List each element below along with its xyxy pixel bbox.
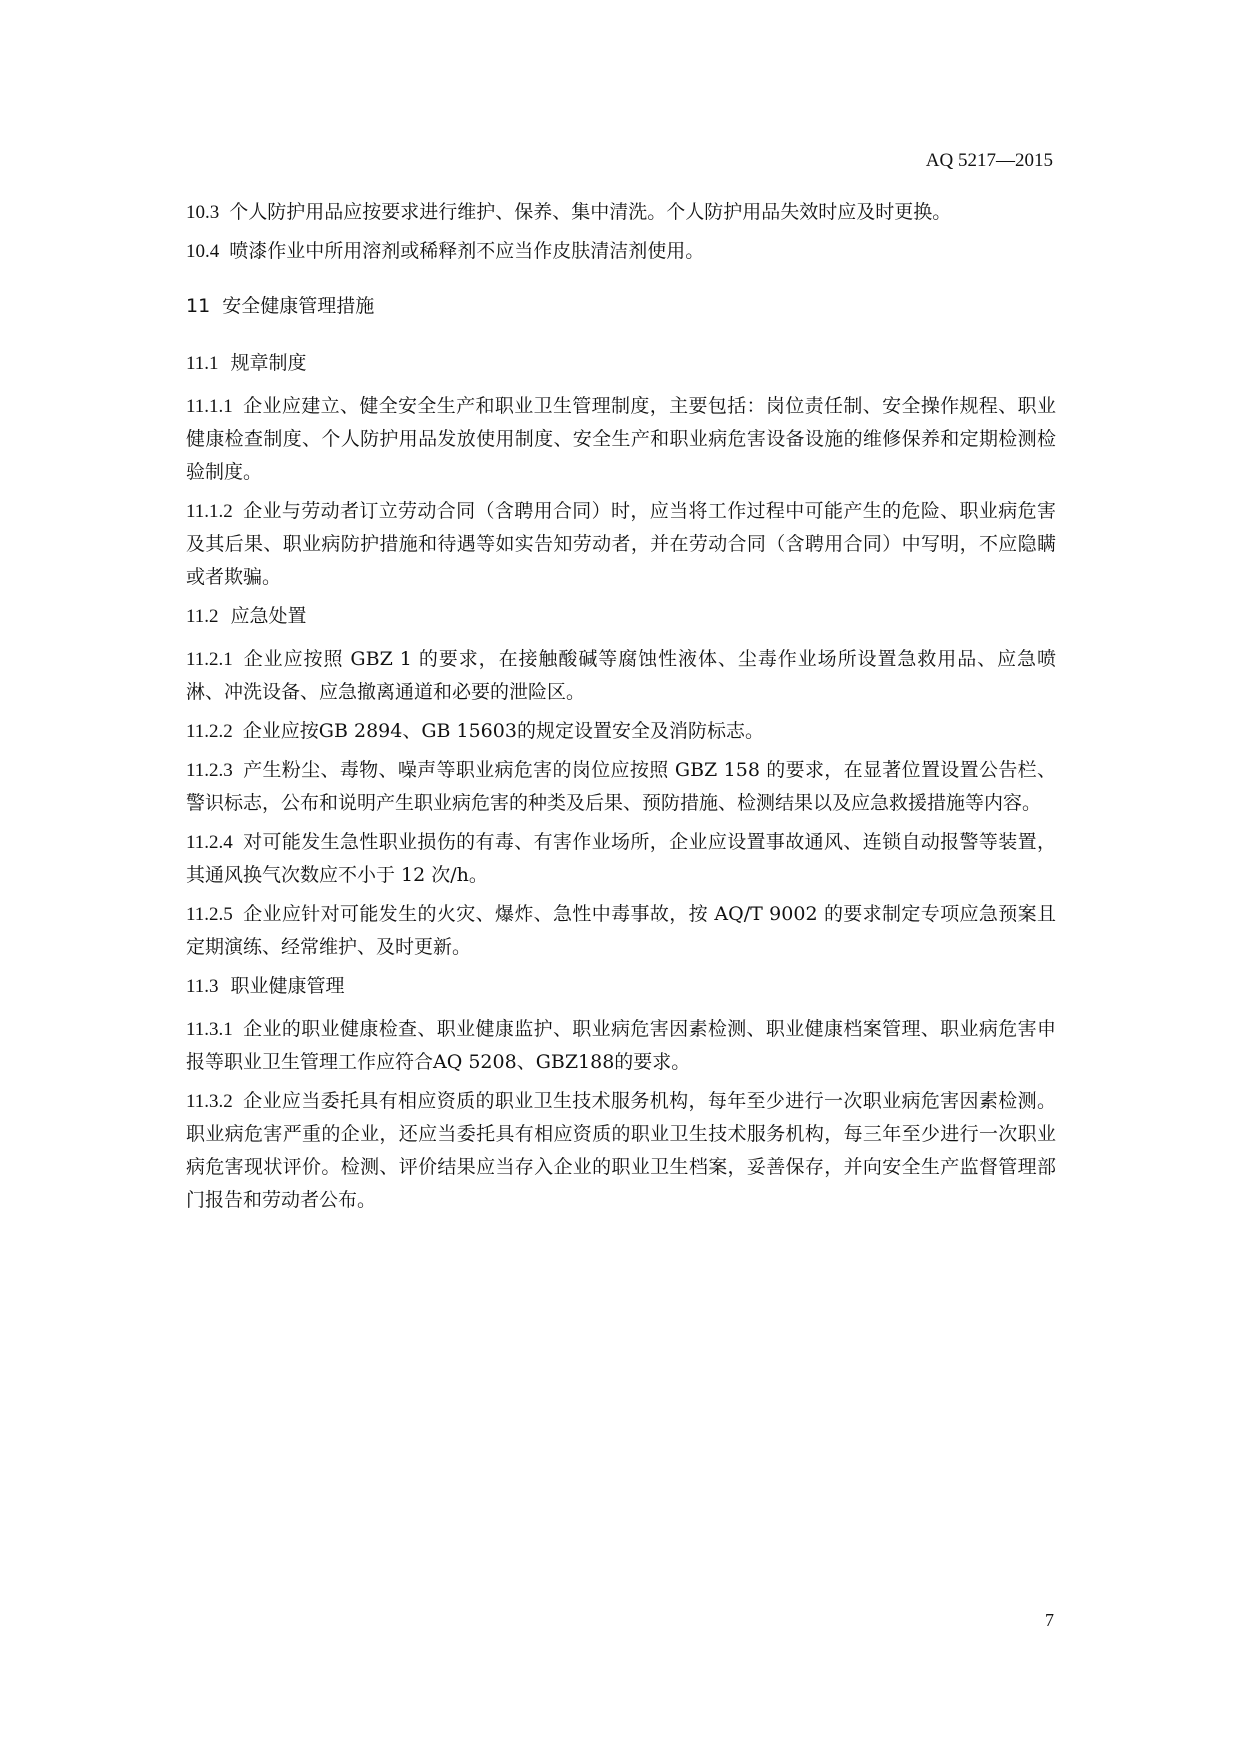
clause-11-2-1 <box>186 643 1056 709</box>
subsection-title: 职业健康管理 <box>230 975 345 997</box>
subsection-title: 规章制度 <box>230 352 307 374</box>
page-number: 7 <box>1045 1610 1054 1630</box>
subsection-heading-11-1 <box>186 347 1056 380</box>
section-number: 11 <box>186 295 211 317</box>
clause-10-3 <box>186 196 1056 229</box>
clause-number: 11.2.2 <box>186 721 233 742</box>
subsection-number: 11.1 <box>186 353 219 374</box>
clause-text: 企业应当委托具有相应资质的职业卫生技术服务机构，每年至少进行一次职业病危害因素检测。职业病危害严重的企业，还应当委托具有相应资质的职业卫生技术服务机构，每三年至少进行一次职业病危害现状评价。检测、评价结果应当存入企业的职业卫生档案，妥善保存，并向安全生产监督管理部门报告和劳动者公布。 <box>186 1090 1056 1211</box>
clause-number: 10.3 <box>186 202 220 223</box>
clause-11-2-3 <box>186 754 1056 820</box>
subsection-number: 11.3 <box>186 976 219 997</box>
clause-text: 个人防护用品应按要求进行维护、保养、集中清洗。个人防护用品失效时应及时更换。 <box>229 201 952 223</box>
clause-11-1-1 <box>186 390 1056 489</box>
clause-11-2-5 <box>186 898 1056 964</box>
clause-11-1-2 <box>186 495 1056 594</box>
clause-11-2-2 <box>186 715 1056 748</box>
clause-number: 11.2.5 <box>186 904 233 925</box>
clause-text: 企业应针对可能发生的火灾、爆炸、急性中毒事故，按 AQ/T 9002 的要求制定专项应急预案且定期演练、经常维护、及时更新。 <box>186 903 1056 958</box>
subsection-number: 11.2 <box>186 606 219 627</box>
clause-11-3-1 <box>186 1013 1056 1079</box>
clause-number: 11.2.1 <box>186 649 233 670</box>
clause-11-2-4 <box>186 826 1056 892</box>
section-title: 安全健康管理措施 <box>222 295 375 317</box>
clause-text: 产生粉尘、毒物、噪声等职业病危害的岗位应按照 GBZ 158 的要求，在显著位置设置公告栏、警识标志，公布和说明产生职业病危害的种类及后果、预防措施、检测结果以及应急救援措施等内容。 <box>186 759 1056 814</box>
clause-number: 11.1.2 <box>186 501 233 522</box>
clause-11-3-2 <box>186 1085 1056 1217</box>
clause-number: 11.2.3 <box>186 760 233 781</box>
clause-number: 11.3.1 <box>186 1019 233 1040</box>
clause-text: 企业应建立、健全安全生产和职业卫生管理制度，主要包括：岗位责任制、安全操作规程、职业健康检查制度、个人防护用品发放使用制度、安全生产和职业病危害设备设施的维修保养和定期检测检验制度。 <box>186 395 1056 483</box>
clause-text: 企业的职业健康检查、职业健康监护、职业病危害因素检测、职业健康档案管理、职业病危害申报等职业卫生管理工作应符合AQ 5208、GBZ188的要求。 <box>186 1018 1056 1073</box>
document-code-header: AQ 5217—2015 <box>925 150 1053 171</box>
clause-text: 对可能发生急性职业损伤的有毒、有害作业场所，企业应设置事故通风、连锁自动报警等装置，其通风换气次数应不小于 12 次/h。 <box>186 831 1056 886</box>
subsection-title: 应急处置 <box>230 605 307 627</box>
clause-text: 企业应按GB 2894、GB 15603的规定设置安全及消防标志。 <box>242 720 764 742</box>
document-body <box>186 196 1056 1223</box>
clause-number: 11.3.2 <box>186 1091 233 1112</box>
section-heading-11 <box>186 290 1056 323</box>
subsection-heading-11-3 <box>186 970 1056 1003</box>
clause-number: 10.4 <box>186 241 220 262</box>
clause-10-4 <box>186 235 1056 268</box>
clause-text: 企业应按照 GBZ 1 的要求，在接触酸碱等腐蚀性液体、尘毒作业场所设置急救用品、应急喷淋、冲洗设备、应急撤离通道和必要的泄险区。 <box>186 648 1056 703</box>
clause-text: 喷漆作业中所用溶剂或稀释剂不应当作皮肤清洁剂使用。 <box>229 240 705 262</box>
subsection-heading-11-2 <box>186 600 1056 633</box>
clause-number: 11.2.4 <box>186 832 233 853</box>
clause-text: 企业与劳动者订立劳动合同（含聘用合同）时，应当将工作过程中可能产生的危险、职业病危害及其后果、职业病防护措施和待遇等如实告知劳动者，并在劳动合同（含聘用合同）中写明，不应隐瞒或者欺骗。 <box>186 500 1056 588</box>
clause-number: 11.1.1 <box>186 396 233 417</box>
